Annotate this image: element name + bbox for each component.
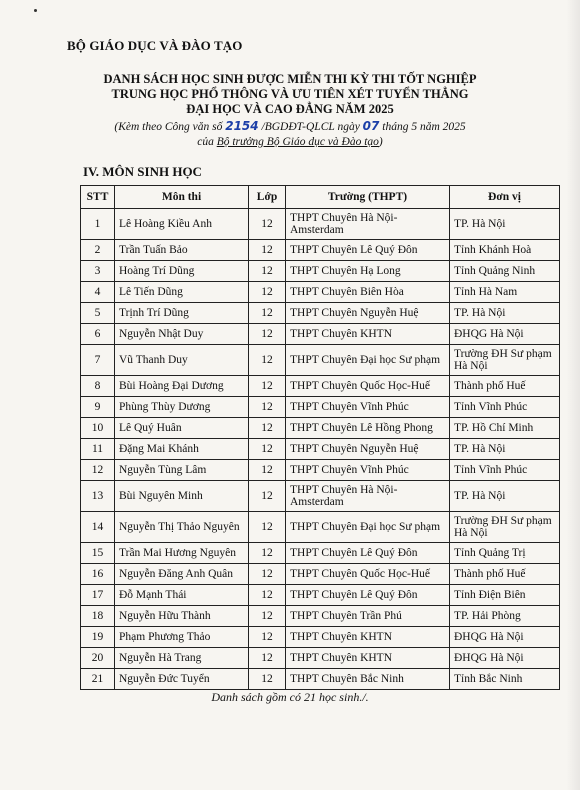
row-school: THPT Chuyên Quốc Học-Huế (286, 376, 450, 397)
row-school: THPT Chuyên KHTN (286, 627, 450, 648)
row-unit: Tỉnh Vĩnh Phúc (450, 460, 560, 481)
row-school: THPT Chuyên Đại học Sư phạm (286, 345, 450, 376)
row-grade: 12 (249, 585, 286, 606)
table-row (81, 324, 560, 345)
row-unit: Tỉnh Quảng Trị (450, 543, 560, 564)
row-school: THPT Chuyên Lê Quý Đôn (286, 585, 450, 606)
header-unit: Đơn vị (450, 186, 560, 209)
row-stt: 8 (81, 376, 115, 397)
row-grade: 12 (249, 345, 286, 376)
row-grade: 12 (249, 261, 286, 282)
row-student-name: Nguyễn Đức Tuyển (115, 669, 249, 690)
title-line-2: TRUNG HỌC PHỔ THÔNG VÀ ƯU TIÊN XÉT TUYỂN THẲNG (111, 87, 469, 101)
row-student-name: Nguyễn Tùng Lâm (115, 460, 249, 481)
attachment-signer: Bộ trưởng Bộ Giáo dục và Đào tạo (216, 136, 379, 148)
row-grade: 12 (249, 324, 286, 345)
table-row (81, 418, 560, 439)
row-unit: TP. Hà Nội (450, 303, 560, 324)
row-unit: Tỉnh Khánh Hoà (450, 240, 560, 261)
row-school: THPT Chuyên Lê Hồng Phong (286, 418, 450, 439)
table-row (81, 376, 560, 397)
row-stt: 14 (81, 512, 115, 543)
student-table (80, 185, 560, 690)
row-grade: 12 (249, 564, 286, 585)
row-unit: Tỉnh Vĩnh Phúc (450, 397, 560, 418)
attachment-line2-prefix: của (197, 136, 214, 148)
table-row (81, 481, 560, 512)
row-stt: 12 (81, 460, 115, 481)
row-school: THPT Chuyên KHTN (286, 648, 450, 669)
row-student-name: Nguyễn Nhật Duy (115, 324, 249, 345)
row-stt: 15 (81, 543, 115, 564)
row-school: THPT Chuyên Lê Quý Đôn (286, 240, 450, 261)
row-stt: 4 (81, 282, 115, 303)
row-school: THPT Chuyên Lê Quý Đôn (286, 543, 450, 564)
row-grade: 12 (249, 418, 286, 439)
handwritten-doc-number: 2154 (225, 119, 259, 133)
header-school: Trường (THPT) (286, 186, 450, 209)
row-unit: Tỉnh Hà Nam (450, 282, 560, 303)
row-school: THPT Chuyên Trần Phú (286, 606, 450, 627)
table-row (81, 512, 560, 543)
row-student-name: Trần Mai Hương Nguyên (115, 543, 249, 564)
row-stt: 16 (81, 564, 115, 585)
row-student-name: Đỗ Mạnh Thái (115, 585, 249, 606)
table-row (81, 564, 560, 585)
row-school: THPT Chuyên Đại học Sư phạm (286, 512, 450, 543)
header-stt: STT (81, 186, 115, 209)
table-row (81, 460, 560, 481)
document-title (60, 72, 520, 117)
row-student-name: Lê Tiến Dũng (115, 282, 249, 303)
row-stt: 13 (81, 481, 115, 512)
attachment-prefix: (Kèm theo Công văn số (114, 121, 223, 133)
table-row (81, 261, 560, 282)
row-grade: 12 (249, 376, 286, 397)
row-student-name: Vũ Thanh Duy (115, 345, 249, 376)
row-student-name: Phạm Phương Thảo (115, 627, 249, 648)
row-grade: 12 (249, 240, 286, 261)
row-grade: 12 (249, 606, 286, 627)
row-unit: ĐHQG Hà Nội (450, 324, 560, 345)
row-grade: 12 (249, 543, 286, 564)
table-row (81, 439, 560, 460)
attachment-line2-suffix: ) (378, 136, 383, 148)
attachment-month: tháng 5 năm 2025 (382, 121, 466, 133)
row-unit: TP. Hải Phòng (450, 606, 560, 627)
row-stt: 3 (81, 261, 115, 282)
table-row (81, 585, 560, 606)
row-stt: 19 (81, 627, 115, 648)
row-unit: Thành phố Huế (450, 564, 560, 585)
row-school: THPT Chuyên Biên Hòa (286, 282, 450, 303)
row-school: THPT Chuyên Hà Nội-Amsterdam (286, 209, 450, 240)
row-unit: Trường ĐH Sư phạm Hà Nội (450, 512, 560, 543)
row-student-name: Đặng Mai Khánh (115, 439, 249, 460)
row-unit: Tỉnh Quảng Ninh (450, 261, 560, 282)
table-header-row (81, 186, 560, 209)
table-row (81, 209, 560, 240)
row-stt: 10 (81, 418, 115, 439)
section-title: IV. MÔN SINH HỌC (83, 164, 202, 179)
table-row (81, 345, 560, 376)
row-grade: 12 (249, 397, 286, 418)
title-line-3: ĐẠI HỌC VÀ CAO ĐẲNG NĂM 2025 (186, 102, 394, 116)
row-stt: 21 (81, 669, 115, 690)
row-grade: 12 (249, 303, 286, 324)
row-school: THPT Chuyên Vĩnh Phúc (286, 397, 450, 418)
row-unit: Tỉnh Bắc Ninh (450, 669, 560, 690)
row-student-name: Nguyễn Thị Thảo Nguyên (115, 512, 249, 543)
row-grade: 12 (249, 512, 286, 543)
row-student-name: Phùng Thùy Dương (115, 397, 249, 418)
table-row (81, 240, 560, 261)
table-row (81, 543, 560, 564)
row-unit: TP. Hồ Chí Minh (450, 418, 560, 439)
row-stt: 5 (81, 303, 115, 324)
row-stt: 9 (81, 397, 115, 418)
row-school: THPT Chuyên Bắc Ninh (286, 669, 450, 690)
row-stt: 20 (81, 648, 115, 669)
row-stt: 1 (81, 209, 115, 240)
attachment-code: /BGDĐT-QLCL ngày (261, 121, 360, 133)
table-row (81, 669, 560, 690)
row-school: THPT Chuyên Hà Nội-Amsterdam (286, 481, 450, 512)
footer-note: Danh sách gồm có 21 học sinh./. (211, 690, 369, 704)
table-row (81, 606, 560, 627)
row-stt: 11 (81, 439, 115, 460)
attachment-line-1 (60, 119, 520, 135)
row-stt: 7 (81, 345, 115, 376)
row-grade: 12 (249, 627, 286, 648)
row-student-name: Lê Hoàng Kiều Anh (115, 209, 249, 240)
handwritten-day: 07 (362, 119, 380, 133)
row-school: THPT Chuyên Vĩnh Phúc (286, 460, 450, 481)
row-student-name: Lê Quý Huân (115, 418, 249, 439)
row-school: THPT Chuyên Nguyễn Huệ (286, 439, 450, 460)
title-line-1: DANH SÁCH HỌC SINH ĐƯỢC MIỄN THI KỲ THI TỐT NGHIỆP (103, 72, 477, 86)
row-student-name: Trịnh Trí Dũng (115, 303, 249, 324)
row-student-name: Bùi Nguyên Minh (115, 481, 249, 512)
row-school: THPT Chuyên KHTN (286, 324, 450, 345)
row-student-name: Trần Tuấn Bảo (115, 240, 249, 261)
row-student-name: Bùi Hoàng Đại Dương (115, 376, 249, 397)
row-unit: Tỉnh Điện Biên (450, 585, 560, 606)
table-row (81, 648, 560, 669)
row-school: THPT Chuyên Hạ Long (286, 261, 450, 282)
attachment-note (60, 119, 520, 150)
row-student-name: Nguyễn Hà Trang (115, 648, 249, 669)
ministry-name: BỘ GIÁO DỤC VÀ ĐÀO TẠO (67, 38, 243, 53)
table-row (81, 397, 560, 418)
row-grade: 12 (249, 460, 286, 481)
header-subject: Môn thi (115, 186, 249, 209)
row-stt: 2 (81, 240, 115, 261)
row-student-name: Nguyễn Hữu Thành (115, 606, 249, 627)
attachment-line-2 (60, 135, 520, 150)
row-unit: TP. Hà Nội (450, 439, 560, 460)
row-stt: 18 (81, 606, 115, 627)
row-school: THPT Chuyên Quốc Học-Huế (286, 564, 450, 585)
row-unit: ĐHQG Hà Nội (450, 627, 560, 648)
row-unit: ĐHQG Hà Nội (450, 648, 560, 669)
row-student-name: Hoàng Trí Dũng (115, 261, 249, 282)
row-grade: 12 (249, 282, 286, 303)
row-grade: 12 (249, 669, 286, 690)
row-grade: 12 (249, 648, 286, 669)
table-row (81, 627, 560, 648)
scan-edge-shade (566, 0, 580, 790)
row-school: THPT Chuyên Nguyễn Huệ (286, 303, 450, 324)
row-unit: Trường ĐH Sư phạm Hà Nội (450, 345, 560, 376)
row-grade: 12 (249, 481, 286, 512)
row-grade: 12 (249, 209, 286, 240)
row-stt: 6 (81, 324, 115, 345)
row-unit: TP. Hà Nội (450, 209, 560, 240)
row-unit: TP. Hà Nội (450, 481, 560, 512)
table-row (81, 282, 560, 303)
table-row (81, 303, 560, 324)
row-unit: Thành phố Huế (450, 376, 560, 397)
row-grade: 12 (249, 439, 286, 460)
header-grade: Lớp (249, 186, 286, 209)
row-stt: 17 (81, 585, 115, 606)
row-student-name: Nguyễn Đăng Anh Quân (115, 564, 249, 585)
scan-speck (34, 9, 37, 12)
